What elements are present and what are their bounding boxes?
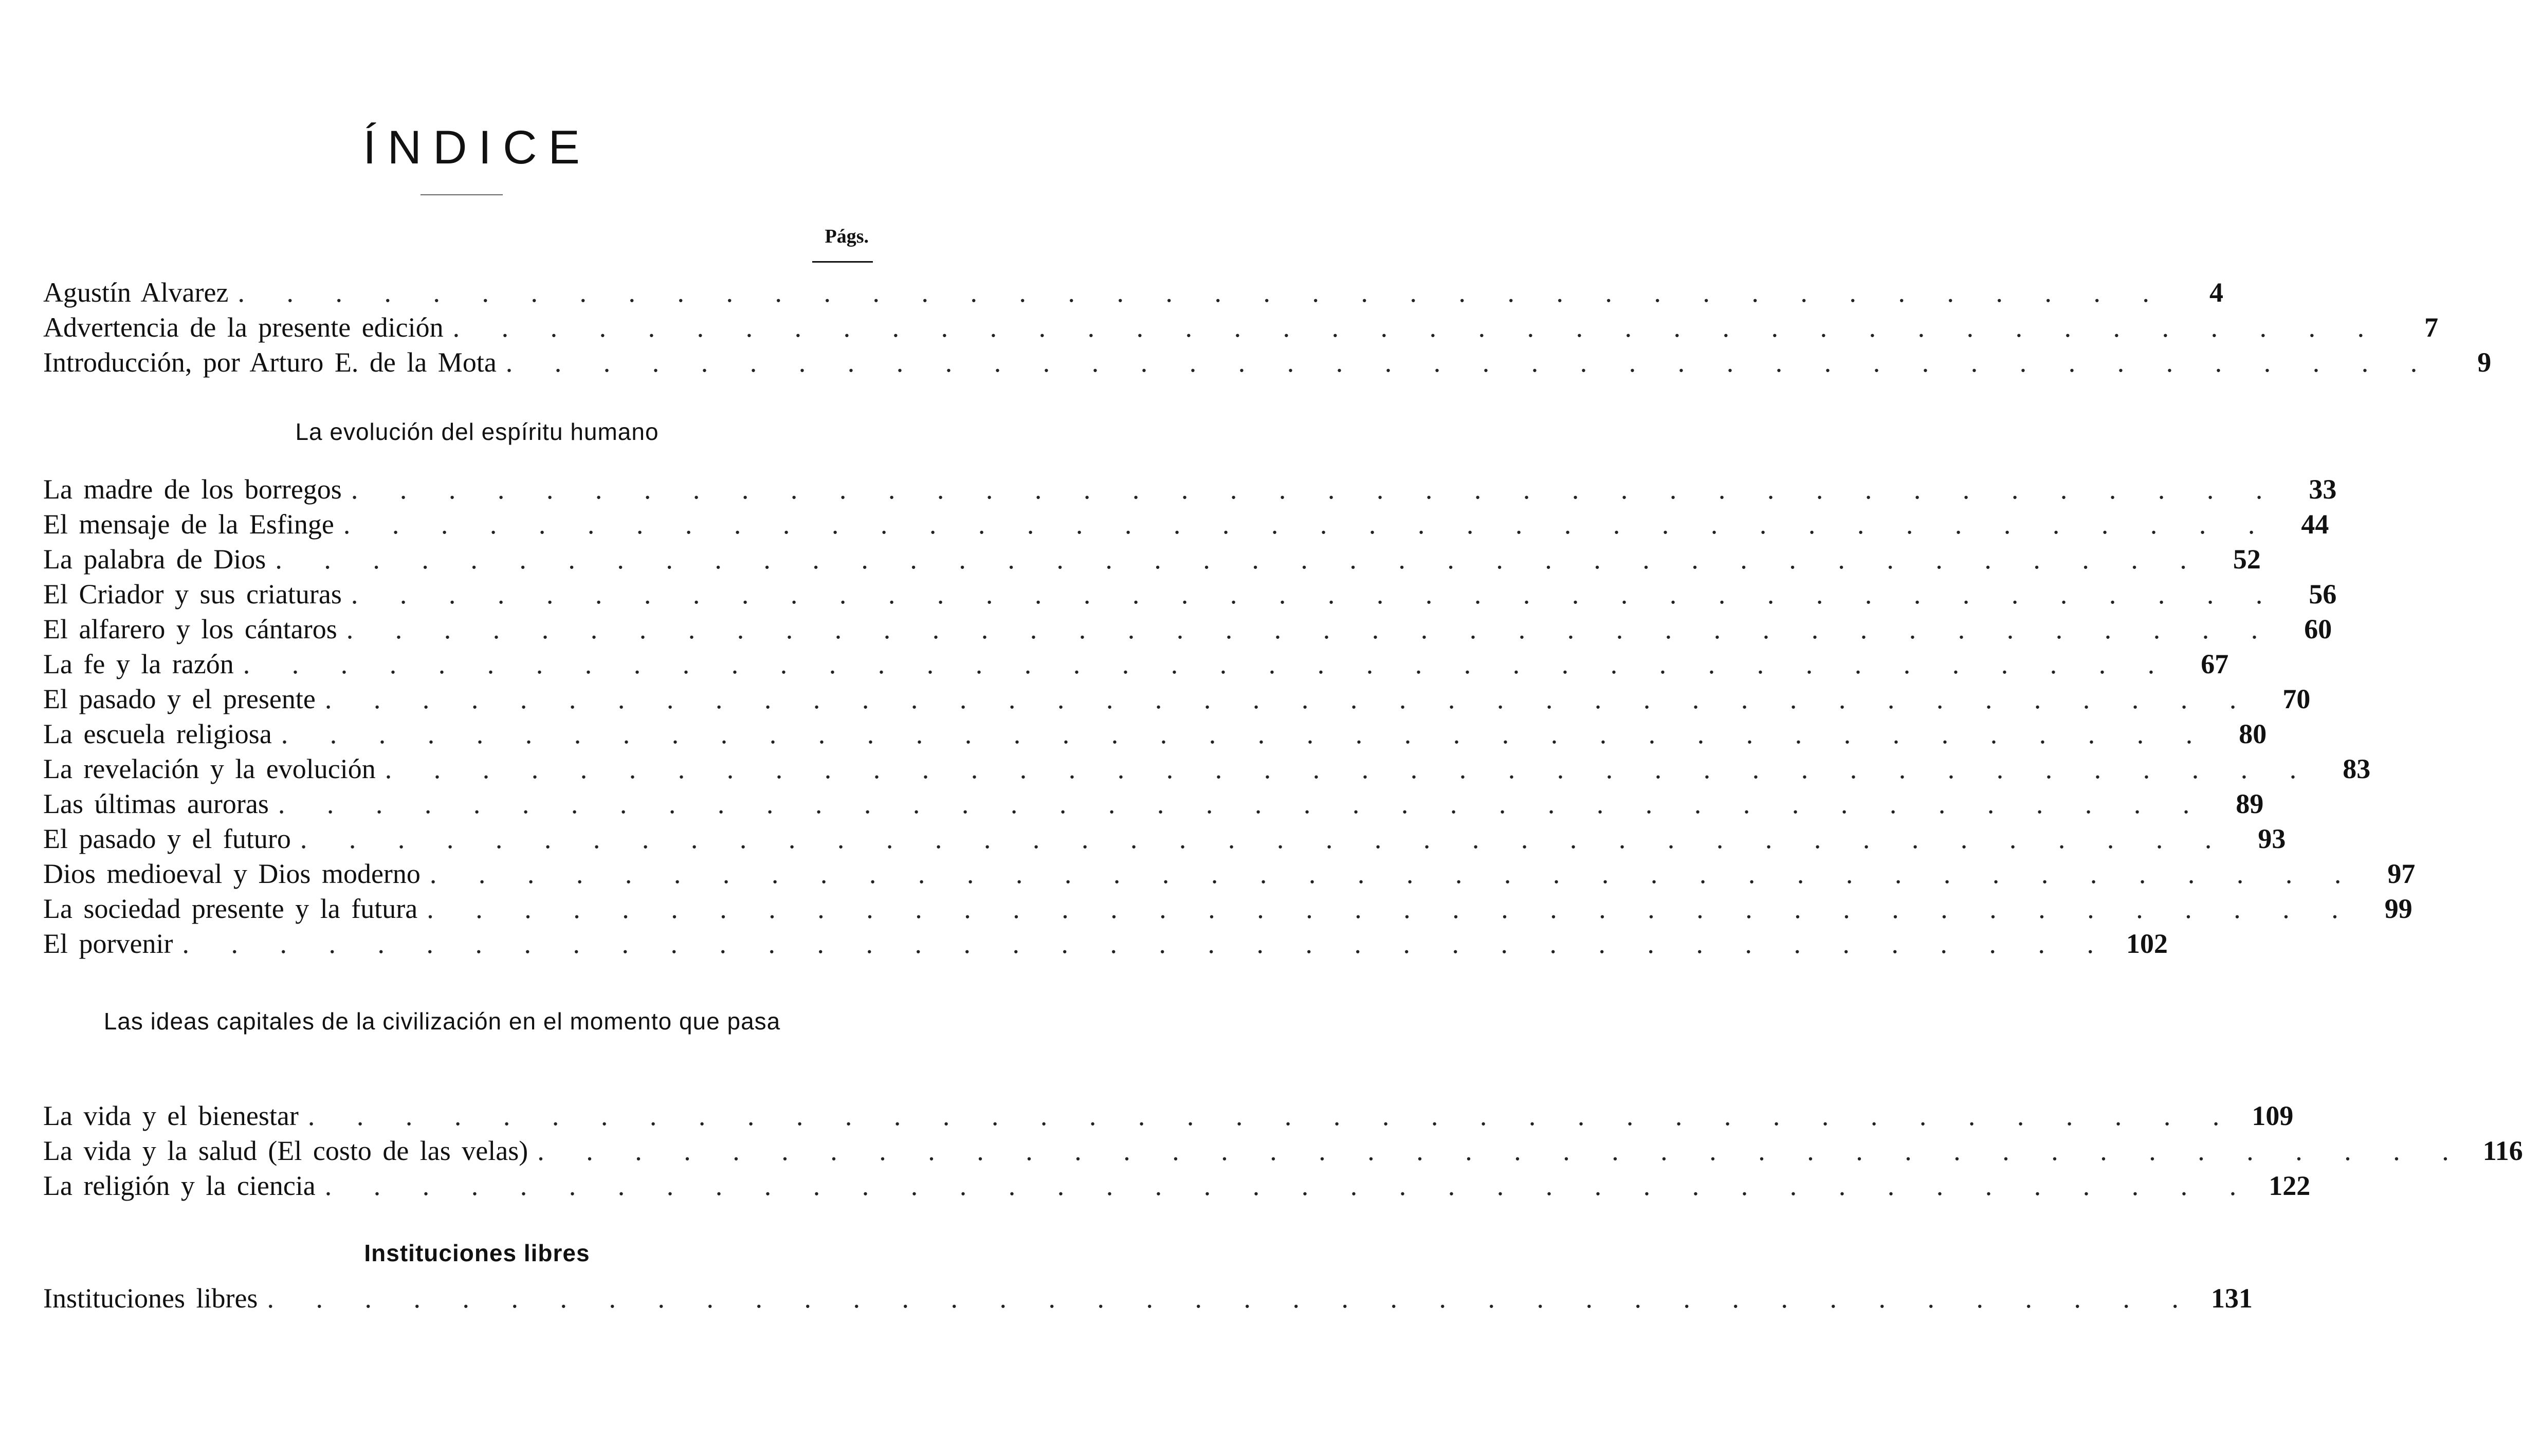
toc-entry [43,647,2229,681]
dot-leader: . . . . . . . . . . . . . . . . . . . . . . . . . . . . . . . . . . . . . . . . [346,614,2276,644]
dot-leader: . . . . . . . . . . . . . . . . . . . . . . . . . . . . . . . . . . . . . . . . [351,579,2280,610]
dot-leader: . . . . . . . . . . . . . . . . . . . . . . . . . . . . . . . . . . . . . . . . [429,858,2359,889]
toc-entry-title: Agustín Alvarez [43,277,229,308]
toc-entry [43,716,2267,751]
toc-entry [43,891,2412,926]
toc-entry-title: El pasado y el futuro [43,823,291,854]
section-ideas-capitales-list [43,1098,2523,1203]
section-heading-evolucion: La evolución del espíritu humano [295,418,659,445]
toc-entry [43,1281,2253,1316]
toc-entry-title: El Criador y sus criaturas [43,579,342,610]
toc-entry [43,926,2168,961]
pages-column-header: Págs. [825,226,869,247]
toc-entry-title: La palabra de Dios [43,544,266,575]
toc-entry-title: La religión y la ciencia [43,1170,316,1201]
toc-entry [43,1133,2523,1168]
toc-entry-title: Dios medioeval y Dios moderno [43,858,420,889]
toc-entry-page-number: 102 [2126,928,2168,959]
toc-entry-title: El mensaje de la Esfinge [43,509,334,540]
toc-entry-page-number: 4 [2209,277,2223,308]
dot-leader: . . . . . . . . . . . . . . . . . . . . . . . . . . . . . . . . . . . . . . . . [307,1100,2237,1131]
toc-entry [43,472,2337,507]
toc-entry-page-number: 116 [2482,1135,2523,1166]
toc-entry [43,507,2329,542]
dot-leader: . . . . . . . . . . . . . . . . . . . . . . . . . . . . . . . . . . . . . . . . [237,277,2167,308]
section-heading-ideas-capitales: Las ideas capitales de la civilización en el momento que pasa [103,1008,781,1035]
toc-entry-title: Advertencia de la presente edición [43,312,444,343]
dot-leader: . . . . . . . . . . . . . . . . . . . . . . . . . . . . . . . . . . . . . . . . [505,347,2435,378]
toc-entry-title: Las últimas auroras [43,788,269,819]
title-divider [420,194,503,195]
toc-entry-page-number: 131 [2210,1283,2253,1314]
dot-leader: . . . . . . . . . . . . . . . . . . . . . . . . . . . . . . . . . . . . . . . . [385,753,2314,784]
dot-leader: . . . . . . . . . . . . . . . . . . . . . . . . . . . . . . . . . . . . . . . . [300,823,2229,854]
dot-leader: . . . . . . . . . . . . . . . . . . . . . . . . . . . . . . . . . . . . . . . . [278,788,2207,819]
toc-entry-title: La sociedad presente y la futura [43,893,418,924]
toc-entry [43,345,2492,380]
dot-leader: . . . . . . . . . . . . . . . . . . . . . . . . . . . . . . . . . . . . . . . . [281,718,2210,749]
toc-entry [43,310,2439,345]
dot-leader: . . . . . . . . . . . . . . . . . . . . . . . . . . . . . . . . . . . . . . . . [343,509,2273,540]
dot-leader: . . . . . . . . . . . . . . . . . . . . . . . . . . . . . . . . . . . . . . . . [324,684,2254,714]
pages-header-divider [812,261,873,263]
dot-leader: . . . . . . . . . . . . . . . . . . . . . . . . . . . . . . . . . . . . . . . . [275,544,2204,575]
toc-entry [43,1168,2311,1203]
toc-entry [43,1098,2294,1133]
toc-entry-page-number: 93 [2258,823,2286,854]
toc-entry-page-number: 33 [2309,474,2337,505]
toc-entry [43,542,2261,577]
toc-entry-page-number: 83 [2343,753,2371,784]
toc-entry-page-number: 122 [2269,1170,2311,1201]
toc-entry-title: La vida y el bienestar [43,1100,299,1131]
toc-entry-title: El pasado y el presente [43,684,316,714]
dot-leader: . . . . . . . . . . . . . . . . . . . . . . . . . . . . . . . . . . . . . . . . [182,928,2111,959]
toc-entry [43,856,2416,891]
section-instituciones-list [43,1281,2253,1316]
toc-entry-page-number: 109 [2252,1100,2294,1131]
dot-leader: . . . . . . . . . . . . . . . . . . . . . . . . . . . . . . . . . . . . . . . . [267,1283,2196,1314]
toc-entry-page-number: 70 [2282,684,2311,714]
toc-entry-page-number: 97 [2387,858,2416,889]
section-heading-instituciones: Instituciones libres [364,1240,590,1266]
toc-entry-page-number: 9 [2477,347,2492,378]
toc-entry [43,275,2223,310]
dot-leader: . . . . . . . . . . . . . . . . . . . . . . . . . . . . . . . . . . . . . . . . [243,649,2172,679]
toc-entry [43,577,2337,612]
toc-entry-page-number: 52 [2233,544,2261,575]
toc-entry-page-number: 80 [2239,718,2267,749]
toc-entry-page-number: 60 [2304,614,2332,644]
toc-entry [43,751,2371,786]
dot-leader: . . . . . . . . . . . . . . . . . . . . . . . . . . . . . . . . . . . . . . . . [324,1170,2254,1201]
page-title: ÍNDICE [363,121,591,174]
toc-entry [43,786,2264,821]
toc-entry-page-number: 56 [2309,579,2337,610]
toc-entry-title: La vida y la salud (El costo de las velas) [43,1135,528,1166]
toc-entry-page-number: 67 [2201,649,2229,679]
toc-entry-page-number: 99 [2384,893,2412,924]
toc-entry [43,681,2311,716]
toc-entry-page-number: 7 [2424,312,2439,343]
toc-entry-title: La revelación y la evolución [43,753,376,784]
dot-leader: . . . . . . . . . . . . . . . . . . . . . . . . . . . . . . . . . . . . . . . . [427,893,2356,924]
toc-entry-title: Introducción, por Arturo E. de la Mota [43,347,497,378]
section-evolucion-list [43,472,2416,961]
front-matter-list [43,275,2492,380]
dot-leader: . . . . . . . . . . . . . . . . . . . . . . . . . . . . . . . . . . . . . . . . [537,1135,2466,1166]
toc-entry [43,612,2332,647]
toc-entry-title: Instituciones libres [43,1283,258,1314]
toc-entry-title: La madre de los borregos [43,474,342,505]
toc-entry-title: La escuela religiosa [43,718,272,749]
toc-entry-title: El alfarero y los cántaros [43,614,337,644]
toc-entry-title: La fe y la razón [43,649,234,679]
dot-leader: . . . . . . . . . . . . . . . . . . . . . . . . . . . . . . . . . . . . . . . . [351,474,2280,505]
toc-entry-title: El porvenir [43,928,173,959]
toc-entry-page-number: 44 [2301,509,2329,540]
dot-leader: . . . . . . . . . . . . . . . . . . . . . . . . . . . . . . . . . . . . . . . . [452,312,2382,343]
toc-entry-page-number: 89 [2236,788,2264,819]
toc-entry [43,821,2286,856]
